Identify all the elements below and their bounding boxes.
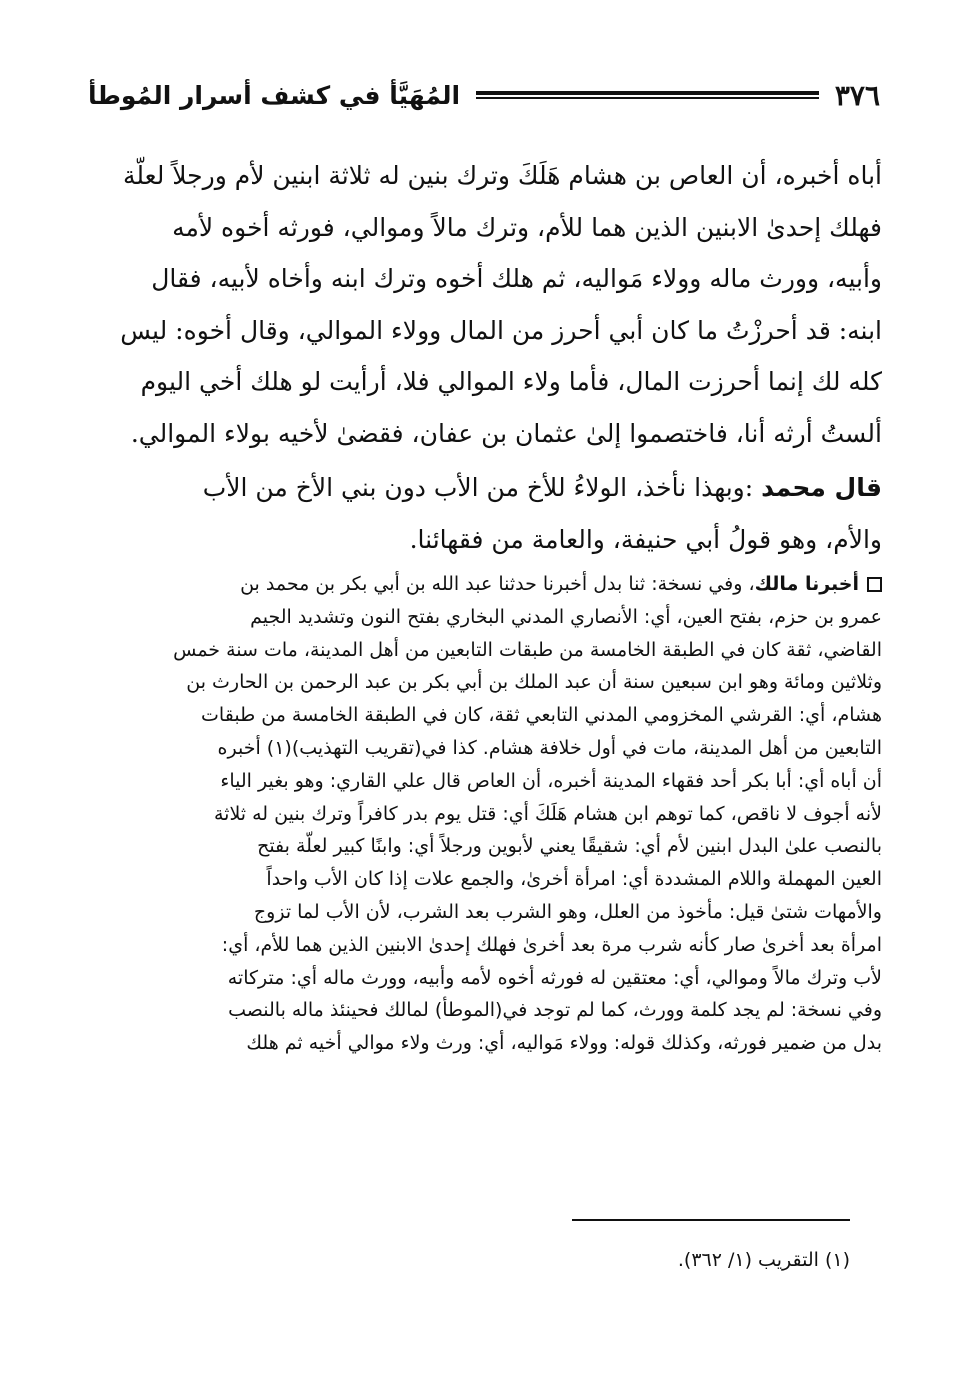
- footnote: (١) التقريب (١/ ٣٦٢).: [677, 1249, 850, 1271]
- commentary-lead: أخبرنا مالك: [754, 573, 859, 595]
- page-number: ٣٧٦: [834, 78, 880, 112]
- main-text-line: فهلك إحدىٰ الابنين الذين هما للأم، وترك مالاً وموالي، فورثه أخوه لأمه: [172, 212, 882, 242]
- commentary-line: أن أباه أي: أبا بكر أحد فقهاء المدينة أخبره، أن العاص قال علي القاري: وهو بغير الياء: [220, 769, 882, 792]
- commentary-line: امرأة بعد أخرىٰ صار كأنه شرب مرة بعد أخرىٰ فهلك إحدىٰ الابنين الذين هما للأم، أي:: [221, 933, 882, 956]
- book-title: المُهَيَّأ في كشف أسرار المُوطأ: [88, 80, 461, 110]
- qala-muhammad-paragraph: [88, 462, 882, 566]
- commentary-line: هشام، أي: القرشي المخزومي المدني التابعي ثقة، كان في الطبقة الخامسة من طبقات: [201, 704, 882, 727]
- commentary-line: وثلاثين ومائة وهو ابن سبعين سنة أن عبد الملك بن أبي بكر بن عبد الرحمن بن الحارث بن: [186, 671, 882, 694]
- qala-line: [88, 462, 882, 514]
- commentary-line: القاضي، ثقة كان في الطبقة الخامسة من طبقات التابعين من أهل المدينة، مات سنة خمس: [173, 638, 882, 661]
- qala-speaker: قال محمد: [761, 473, 882, 502]
- commentary-line: لأنه أجوف لا ناقص، كما توهم ابن هشام هَلَكَ أي: قتل يوم بدر كافراً وترك بنين له ثلاثة: [213, 802, 882, 825]
- header-rule-thin: [476, 97, 819, 99]
- commentary-line-text: ، وفي نسخة: ثنا بدل أخبرنا حدثنا عبد الله بن أبي بكر بن محمد بن: [240, 573, 755, 595]
- qala-line-text: :وبهذا نأخذ، الولاءُ للأخ من الأب دون بني الأخ من الأب: [202, 473, 754, 502]
- qala-line: والأم، وهو قولُ أبي حنيفة، والعامة من فقهائنا.: [409, 525, 882, 554]
- commentary: [88, 568, 882, 1060]
- main-text-line: وأبيه، وورث ماله وولاء مَواليه، ثم هلك أخوه وترك ابنه وأخاه لأبيه، فقال: [151, 264, 882, 293]
- commentary-line: بالنصب علىٰ البدل ابنين لأم أي: شقيقًا يعني لأبوين ورجلاً أي: وابنًا كبير لعلّة بفتح: [257, 835, 882, 858]
- header-rule-thick: [476, 91, 819, 95]
- header-rule: [476, 91, 819, 99]
- commentary-line: عمرو بن حزم، بفتح العين، أي: الأنصاري المدني البخاري بفتح النون وتشديد الجيم: [250, 605, 882, 628]
- main-text-line: كله لك إنما أحرزت المال، فأما ولاء الموالي فلا، أرأيت لو هلك أخي اليوم: [140, 367, 882, 396]
- commentary-line: وفي نسخة: لم يجد كلمة وورث، كما لم توجد في(الموطأ) لمالك فحينئذ ماله بالنصب: [228, 999, 882, 1022]
- commentary-line: [88, 568, 882, 601]
- main-text-line: ابنه: قد أحرزْتُ ما كان أبي أحرز من المال وولاء الموالي، وقال أخوه: ليس: [120, 315, 882, 345]
- main-text: [88, 150, 882, 459]
- running-head: [88, 70, 880, 120]
- commentary-line: لأب وترك مالاً وموالي، أي: معتقين له فورثه أخوه لأمه وأبيه، وورث ماله أي: متركاته: [227, 966, 882, 989]
- footnote-separator: [572, 1219, 850, 1221]
- square-marker-icon: [867, 577, 882, 592]
- commentary-line: التابعين من أهل المدينة، مات في أول خلافة هشام. كذا في(تقريب التهذيب)(١) أخبره: [217, 736, 882, 759]
- main-text-line: أباه أخبره، أن العاص بن هشام هَلَكَ وترك بنين له ثلاثة ابنين لأم ورجلاً لعلّة: [122, 161, 882, 190]
- main-text-line: ألستُ أرثه أنا، فاختصموا إلىٰ عثمان بن عفان، فقضىٰ لأخيه بولاء الموالي.: [130, 418, 882, 448]
- commentary-line: والأمهات شتىٰ قيل: مأخوذ من العلل، وهو الشرب بعد الشرب، لأن الأب لما تزوج: [253, 900, 882, 923]
- commentary-line: بدل من ضمير فورثه، وكذلك قوله: وولاء مَواليه، أي: ورث ولاء موالي أخيه ثم هلك: [246, 1032, 882, 1055]
- commentary-line: العين المهملة واللام المشددة أي: امرأة أخرىٰ، والجمع علات إذا كان الأب واحداً: [266, 868, 882, 891]
